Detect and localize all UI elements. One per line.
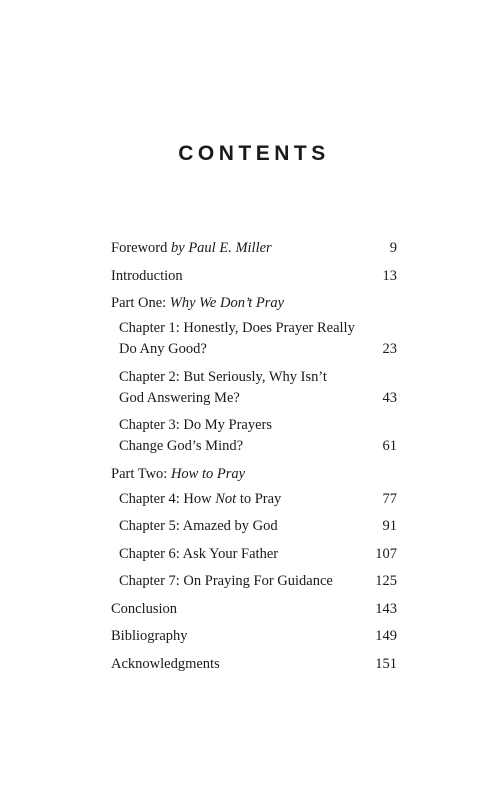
toc-entry-label: Chapter 7: On Praying For Guidance	[119, 573, 333, 589]
toc-entry-label: Chapter 6: Ask Your Father	[119, 545, 279, 562]
toc-entry-bibliography	[111, 626, 397, 647]
toc-entry-label: Conclusion	[111, 600, 178, 617]
toc-part-label	[111, 293, 397, 314]
chapter-1-title-line-2: Do Any Good?	[119, 341, 207, 357]
toc-entry-label	[119, 489, 367, 510]
toc-entry-conclusion	[111, 599, 397, 620]
chapter-4-prefix: Chapter 4: How	[119, 490, 216, 507]
toc-page-number: 43	[382, 389, 397, 406]
toc-page-number: 143	[375, 600, 397, 617]
toc-entry-label	[119, 415, 367, 457]
toc-entry-label	[111, 238, 367, 259]
chapter-2-title-line-1: Chapter 2: But Seriously, Why Isn’t	[119, 368, 327, 385]
toc-part-label	[111, 464, 397, 485]
chapter-4-suffix: to Pray	[236, 490, 282, 507]
chapter-4-emphasis: Not	[215, 490, 237, 507]
toc-page-number: 149	[375, 628, 397, 644]
toc-part-two	[111, 464, 397, 485]
toc-page-number: 13	[382, 267, 397, 284]
toc-page-number: 9	[389, 240, 397, 256]
toc-entry-chapter-7	[111, 571, 397, 592]
toc-page-number: 23	[382, 341, 397, 357]
part-one-title: Why We Don’t Pray	[169, 295, 285, 311]
toc-entry-foreword	[111, 238, 397, 259]
toc-entry-label: Bibliography	[111, 628, 188, 644]
chapter-2-title-line-2: God Answering Me?	[119, 389, 240, 406]
toc-page-number: 151	[375, 655, 397, 672]
foreword-author: by Paul E. Miller	[171, 240, 272, 256]
toc-entry-acknowledgments	[111, 654, 397, 675]
toc-entry-label: Introduction	[111, 267, 183, 284]
toc-part-one	[111, 293, 397, 314]
toc-entry-chapter-5	[111, 516, 397, 537]
page-title: CONTENTS	[178, 142, 330, 165]
toc-page-number: 125	[375, 573, 397, 589]
toc-entry-chapter-3	[111, 415, 397, 457]
part-one-prefix: Part One:	[111, 295, 170, 311]
toc-entry-chapter-2	[111, 367, 397, 409]
chapter-3-title-line-1: Chapter 3: Do My Prayers	[119, 417, 273, 433]
table-of-contents	[111, 238, 397, 681]
part-two-title: How to Pray	[170, 465, 246, 482]
chapter-3-title-line-2: Change God’s Mind?	[119, 438, 244, 454]
toc-entry-label: Acknowledgments	[111, 655, 220, 672]
toc-page-number: 77	[382, 490, 397, 507]
chapter-1-title-line-1: Chapter 1: Honestly, Does Prayer Really	[119, 320, 355, 336]
toc-page-number: 91	[382, 518, 397, 534]
toc-page-number: 107	[375, 545, 397, 562]
foreword-prefix: Foreword	[111, 240, 172, 256]
toc-entry-chapter-1	[111, 318, 397, 360]
toc-entry-chapter-6	[111, 544, 397, 565]
part-two-prefix: Part Two:	[111, 465, 171, 482]
toc-entry-label	[119, 367, 367, 409]
toc-entry-introduction	[111, 266, 397, 287]
toc-entry-label: Chapter 5: Amazed by God	[119, 518, 278, 534]
toc-entry-label	[119, 318, 367, 360]
toc-entry-chapter-4	[111, 489, 397, 510]
toc-page-number: 61	[382, 438, 397, 454]
